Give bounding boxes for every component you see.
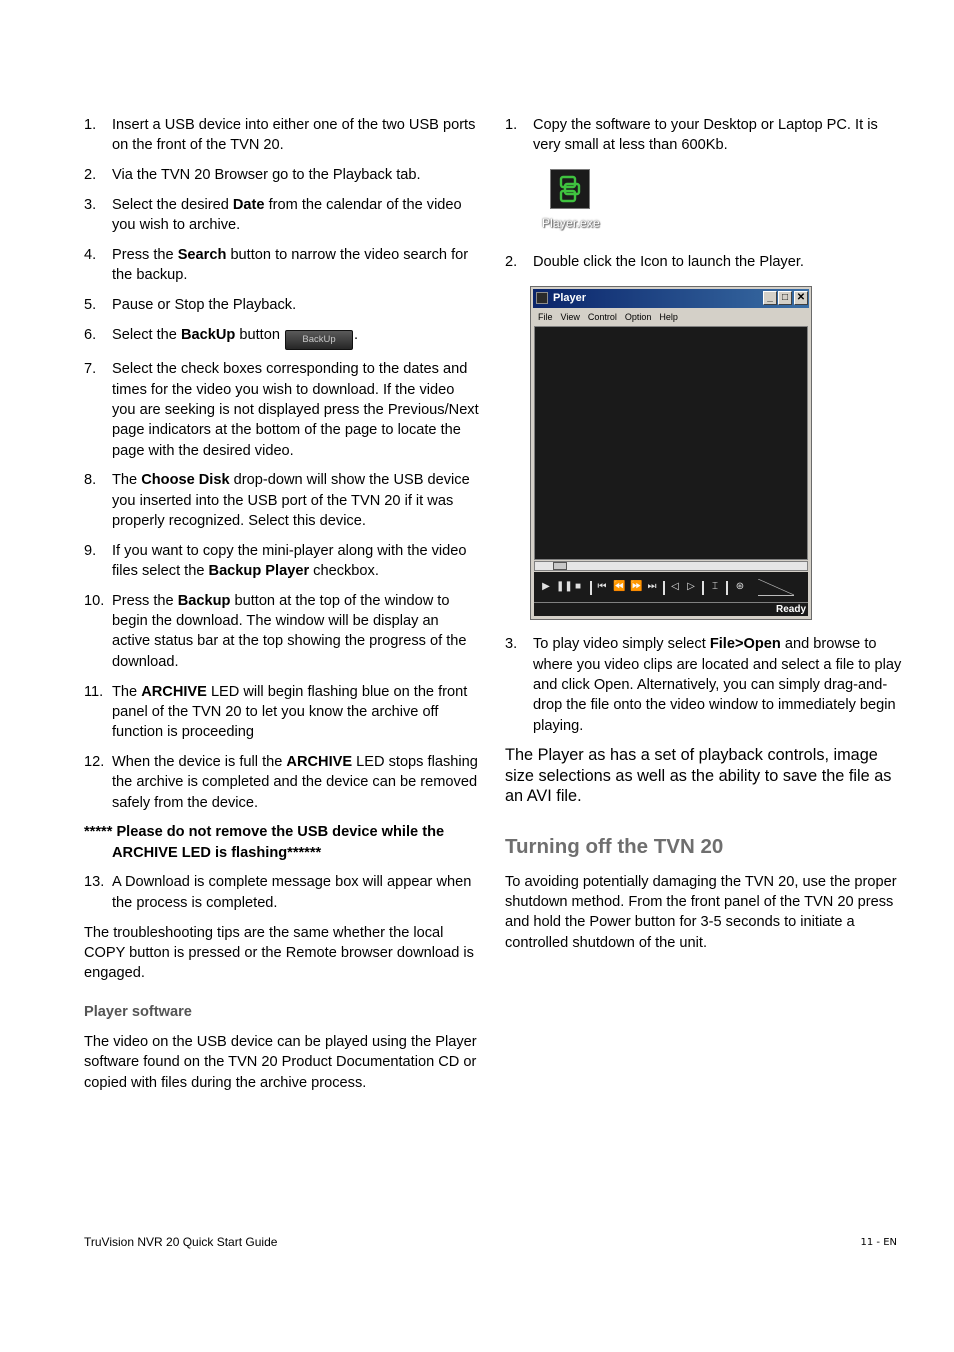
close-icon[interactable]: ✕ (794, 291, 808, 305)
player-title: Player (553, 292, 587, 305)
backup-steps-list-cont (84, 872, 480, 913)
player-exe-icon[interactable] (505, 165, 903, 245)
fast-forward-icon[interactable]: ⏩ (630, 581, 643, 593)
capture-icon[interactable]: ⌶ (712, 581, 718, 593)
player-step-2: 2. Double click the Icon to launch the Player. (505, 254, 804, 271)
control-divider (702, 581, 704, 595)
step-back-icon[interactable]: ⏪ (613, 581, 626, 593)
volume-slider[interactable] (758, 579, 794, 596)
step-12: 12. When the device is full the ARCHIVE LED stops flashing the archive is completed and the device can be removed safely from the device. (84, 753, 478, 811)
backup-button-image: BackUp (285, 330, 353, 350)
step-6: 6. Select the BackUp button BackUp . (84, 325, 480, 350)
control-divider (663, 581, 665, 595)
step-13: 13. A Download is complete message box will appear when the process is completed. (84, 874, 472, 911)
video-area[interactable] (534, 326, 808, 560)
control-divider (590, 581, 592, 595)
frame-step-icon[interactable]: ▷ (687, 581, 695, 593)
player-steps-list (505, 115, 903, 156)
player-titlebar (533, 289, 809, 308)
troubleshooting-paragraph: The troubleshooting tips are the same whether the local COPY button is pressed or the Remote browser download is engaged. (84, 924, 474, 982)
play-icon[interactable]: ▶ (542, 581, 550, 593)
step-7: 7. Select the check boxes corresponding to the dates and times for the video you wish to download. If the video you are seeking is not displayed press the Previous/Next page indicators at the bottom of the page to locate the page with the desired video. (84, 361, 479, 459)
usb-warning: ***** Please do not remove the USB device while the ARCHIVE LED is flashing****** (84, 824, 445, 861)
player-window-screenshot (530, 286, 812, 620)
step-1: 1. Insert a USB device into either one of the two USB ports on the front of the TVN 20. (84, 117, 476, 154)
left-column (84, 115, 480, 1103)
control-divider (726, 581, 728, 595)
step-10: 10. Press the Backup button at the top of the window to begin the download. The window will be display an active status bar at the top showing the progress of the download. (84, 592, 467, 670)
player-step-1: 1. Copy the software to your Desktop or Laptop PC. It is very small at less than 600Kb. (505, 117, 878, 154)
right-column (505, 115, 903, 963)
menu-control[interactable]: Control (587, 312, 617, 323)
footer-guide-title: TruVision NVR 20 Quick Start Guide (84, 1235, 278, 1249)
step-4: 4. Press the Search button to narrow the video search for the backup. (84, 246, 469, 284)
step-8: 8. The Choose Disk drop-down will show the USB device you inserted into the USB port of the TVN 20 if it was properly recognized. Select this device. (84, 472, 470, 529)
seek-bar[interactable] (534, 561, 808, 571)
player-app-icon (550, 169, 590, 209)
player-steps-list-2 (505, 252, 903, 272)
menu-help[interactable]: Help (659, 312, 678, 323)
step-11: 11. The ARCHIVE LED will begin flashing blue on the front panel of the TVN 20 to let you know the archive off function is proceeding (84, 683, 468, 741)
menu-file[interactable]: File (538, 312, 553, 323)
stop-icon[interactable]: ■ (574, 581, 582, 593)
player-step-3: 3. To play video simply select File>Open and browse to where you video clips are located and select a file to play and click Open. Alternatively, you can simply drag-and-drop the file onto the video window to immediately begin playing. (505, 636, 902, 734)
seek-knob[interactable] (553, 562, 567, 570)
step-3: 3. Select the desired Date from the calendar of the video you wish to archive. (84, 196, 462, 234)
player-exe-label: Player.exe (541, 216, 601, 231)
maximize-icon[interactable]: □ (778, 291, 792, 305)
skip-start-icon[interactable]: ⏮ (597, 581, 607, 593)
player-title-icon (536, 292, 548, 304)
audio-icon[interactable]: ⊛ (735, 581, 745, 593)
menu-option[interactable]: Option (624, 312, 652, 323)
step-5: 5. Pause or Stop the Playback. (84, 297, 297, 314)
player-steps-list-3 (505, 634, 903, 735)
player-software-paragraph: The video on the USB device can be played using the Player software found on the TVN 20 Product Documentation CD or copied with files during the archive process. (84, 1034, 477, 1091)
minimize-icon[interactable]: _ (763, 291, 777, 305)
slow-icon[interactable]: ◁ (671, 581, 679, 593)
player-menubar (533, 309, 809, 325)
backup-steps-list (84, 115, 480, 813)
step-2: 2. Via the TVN 20 Browser go to the Playback tab. (84, 167, 421, 184)
menu-view[interactable]: View (560, 312, 580, 323)
shutdown-paragraph: To avoiding potentially damaging the TVN 20, use the proper shutdown method. From the front panel of the TVN 20 press and hold the Power button for 3-5 seconds to initiate a controlled shutdown of the unit. (505, 873, 897, 951)
step-9: 9. If you want to copy the mini-player along with the video files select the Backup Player checkbox. (84, 542, 467, 580)
pause-icon[interactable]: ❚❚ (556, 581, 573, 593)
skip-end-icon[interactable]: ⏭ (647, 581, 657, 593)
playback-controls (534, 572, 808, 602)
turning-off-heading: Turning off the TVN 20 (505, 834, 724, 858)
footer-page-number: 11 - EN (860, 1237, 897, 1248)
player-status: Ready (534, 602, 808, 616)
player-software-heading: Player software (84, 1004, 192, 1021)
player-controls-paragraph: The Player as has a set of playback controls, image size selections as well as the ability to save the file as an AVI file. (505, 746, 892, 806)
